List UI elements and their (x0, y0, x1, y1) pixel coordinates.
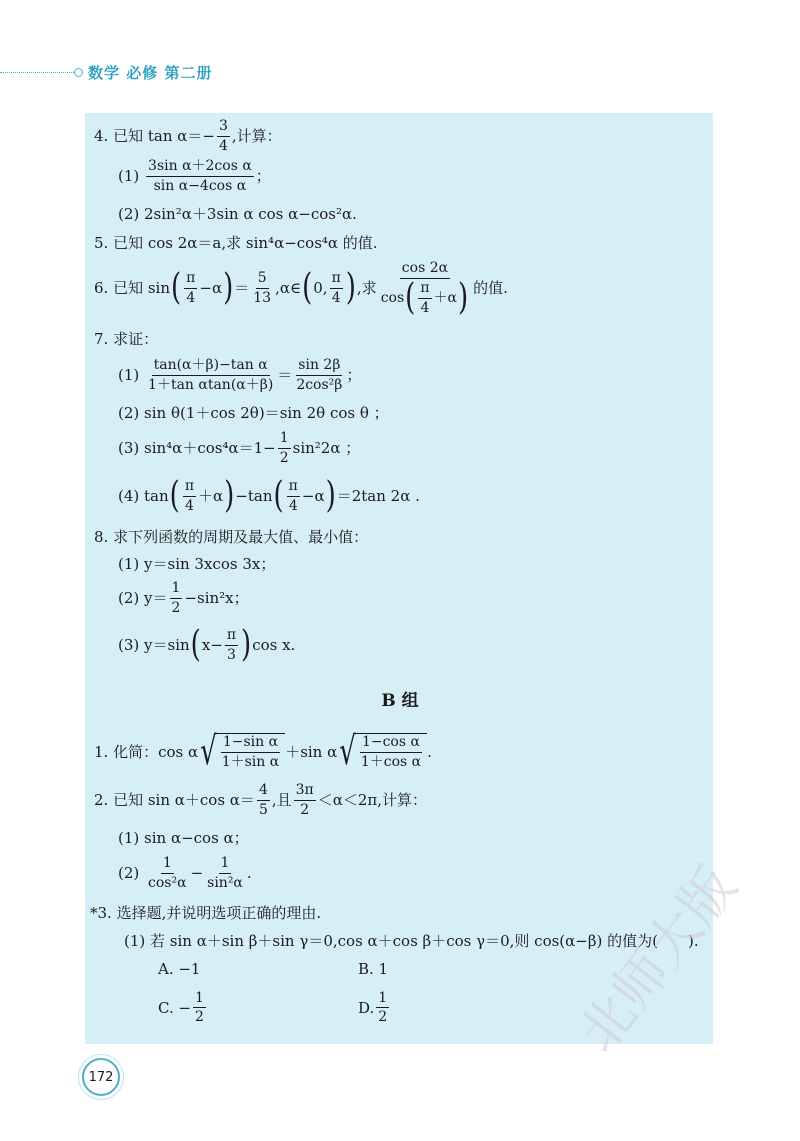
question-4-2: (2) 2sin²α＋3sin α cos α−cos²α. (118, 205, 357, 223)
group-b-heading: B 组 (381, 691, 419, 711)
publisher-watermark: 北师大版 (566, 854, 750, 1064)
question-8-1: (1) y＝sin 3xcos 3x； (118, 555, 276, 573)
question-7-1: (1) $\frac{\text{tan(α＋β)−tan α}}{\text{1＋tan αtan(α＋β)}}$ ＝ $\frac{\sin 2\beta}{\text{2cos²β}}$ ； (118, 357, 362, 393)
question-8-3: (3) y＝sin ( x− $\frac{\pi}{3}$ ) cos x. (118, 624, 296, 667)
question-7-4: (4) tan ( $\frac{\pi}{4}$ ＋α ) −tan ( $\frac{\pi}{4}$ −α ) ＝2tan 2α . (118, 475, 420, 518)
question-7-3: (3) sin⁴α＋cos⁴α＝1− $\frac{1}{2}$ sin²2α ； (118, 430, 361, 466)
question-4-1: (1) $\frac{\text{3sin α＋2cos α}}{\text{sin α−4cos α}}$ ； (118, 158, 271, 194)
question-b2-2: (2) $\frac{1}{\text{cos²α}}$ − $\frac{1}{\text{sin²α}}$ . (118, 855, 252, 891)
choice-d: D. $\frac{1}{2}$ (358, 990, 388, 1025)
question-7: 7. 求证： (94, 330, 159, 348)
choice-a: A. −1 (158, 960, 201, 978)
question-b3-1: (1) 若 sin α＋sin β＋sin γ＝0,cos α＋cos β＋cos γ＝0,则 cos(α−β) 的值为( ). (124, 932, 699, 950)
question-6: 6. 已知 sin ( $\frac{\pi}{4}$ −α ) ＝ $\frac{5}{13}$ ,α∈ ( 0, $\frac{\pi}{4}$ ) ,求 cos 2α cos ( $\frac{\pi}{4}$ ＋α ) 的值. (94, 260, 508, 320)
page-number-badge: 172 (82, 1058, 120, 1096)
question-7-2: (2) sin θ(1＋cos 2θ)＝sin 2θ cos θ ； (118, 404, 389, 422)
question-4: 4. 已知 tan α＝− $\frac{3}{4}$ ,计算： (94, 118, 282, 154)
header-dot-icon (74, 68, 83, 77)
choice-b: B. 1 (358, 960, 389, 978)
page-header-title: 数学 必修 第二册 (88, 64, 213, 82)
question-b3: *3. 选择题,并说明选项正确的理由. (90, 904, 322, 922)
question-5: 5. 已知 cos 2α＝a,求 sin⁴α−cos⁴α 的值. (94, 234, 378, 252)
question-b1: 1. 化简：cos α √ $\frac{\text{1−sin α}}{\text{1＋sin α}}$ ＋sin α √ $\frac{\text{1−cos α}}{\text{1＋cos α}}$ . (94, 729, 432, 775)
question-b2-1: (1) sin α−cos α； (118, 829, 249, 847)
question-8-2: (2) y＝ $\frac{1}{2}$ −sin²x； (118, 580, 249, 616)
question-b2: 2. 已知 sin α＋cos α＝ $\frac{4}{5}$ ,且 $\frac{3\pi}{2}$ ＜α＜2π,计算： (94, 782, 428, 818)
choice-c: C. − $\frac{1}{2}$ (158, 990, 204, 1025)
question-8: 8. 求下列函数的周期及最大值、最小值： (94, 528, 369, 546)
header-rule (0, 72, 76, 73)
